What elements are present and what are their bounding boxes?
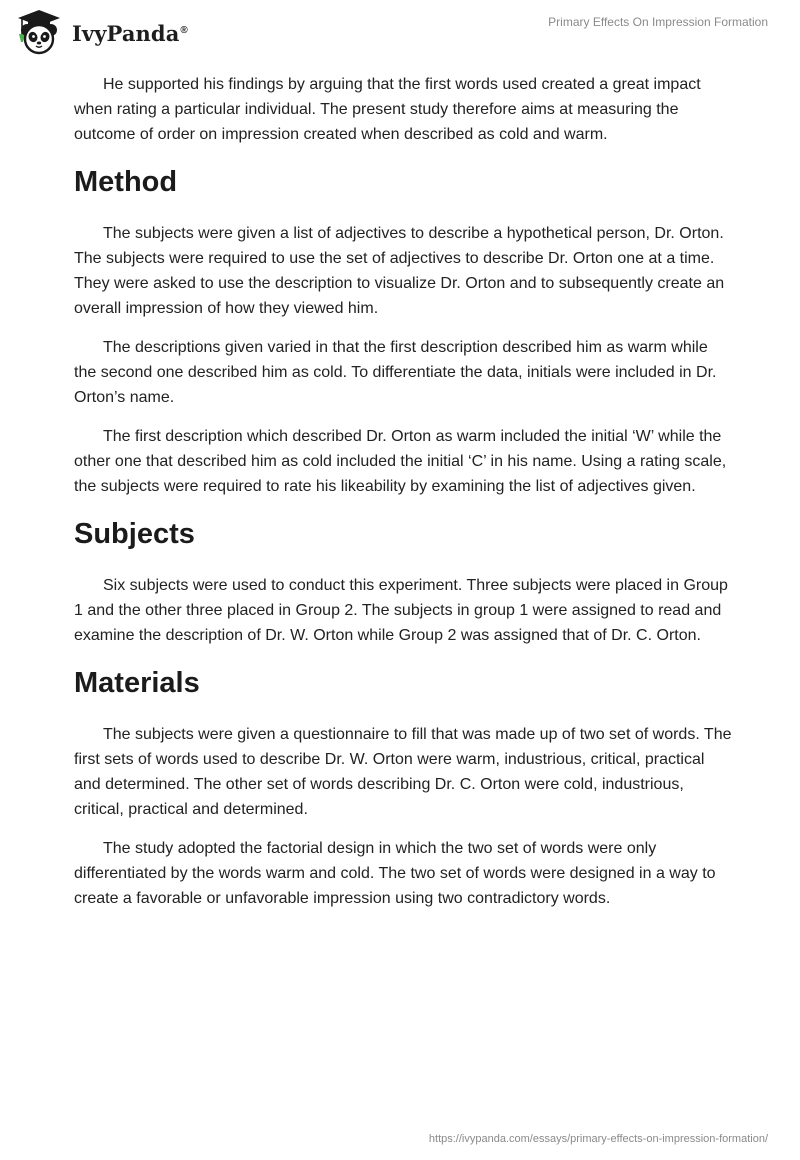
- panda-graduate-icon: [14, 8, 64, 56]
- paragraph: The first description which described Dr. Orton as warm included the initial ‘W’ while the other one that described him as cold included the initial ‘C’ in his name. Using a rating scale, the subjects were required to rate his likeability by examining the list of adjectives given.: [74, 428, 727, 495]
- page-header: [0, 0, 800, 60]
- section-heading-materials: Materials: [74, 667, 200, 699]
- paragraph: The study adopted the factorial design in which the two set of words were only differentiated by the words warm and cold. The two set of words were designed in a way to create a favorable or unfavorable impression using two contradictory words.: [74, 840, 716, 907]
- essay-content: [74, 72, 734, 925]
- logo-wordmark: IvyPanda®: [72, 20, 188, 46]
- paragraph: The subjects were given a questionnaire to fill that was made up of two set of words. The first sets of words used to describe Dr. W. Orton were warm, industrious, critical, practical and determined. The other set of words describing Dr. C. Orton were cold, industrious, critical, practical and determined.: [74, 726, 732, 818]
- document-title: Primary Effects On Impression Formation: [548, 15, 768, 29]
- section-heading-subjects: Subjects: [74, 518, 195, 550]
- paragraph: The subjects were given a list of adjectives to describe a hypothetical person, Dr. Orton. The subjects were required to use the set of adjectives to describe Dr. Orton one at a time. They were asked to use the description to visualize Dr. Orton and to subsequently create an overall impression of how they viewed him.: [74, 225, 725, 317]
- section-heading-method: Method: [74, 166, 178, 198]
- site-logo[interactable]: [14, 8, 188, 56]
- source-url[interactable]: https://ivypanda.com/essays/primary-effects-on-impression-formation/: [428, 1133, 768, 1145]
- paragraph: He supported his findings by arguing that the first words used created a great impact when rating a particular individual. The present study therefore aims at measuring the outcome of order on impression created when described as cold and warm.: [74, 76, 701, 143]
- paragraph: Six subjects were used to conduct this experiment. Three subjects were placed in Group 1 and the other three placed in Group 2. The subjects in group 1 were assigned to read and examine the description of Dr. W. Orton while Group 2 was assigned that of Dr. C. Orton.: [74, 577, 728, 644]
- paragraph: The descriptions given varied in that the first description described him as warm while the second one described him as cold. To differentiate the data, initials were included in Dr. Orton’s name.: [74, 339, 717, 406]
